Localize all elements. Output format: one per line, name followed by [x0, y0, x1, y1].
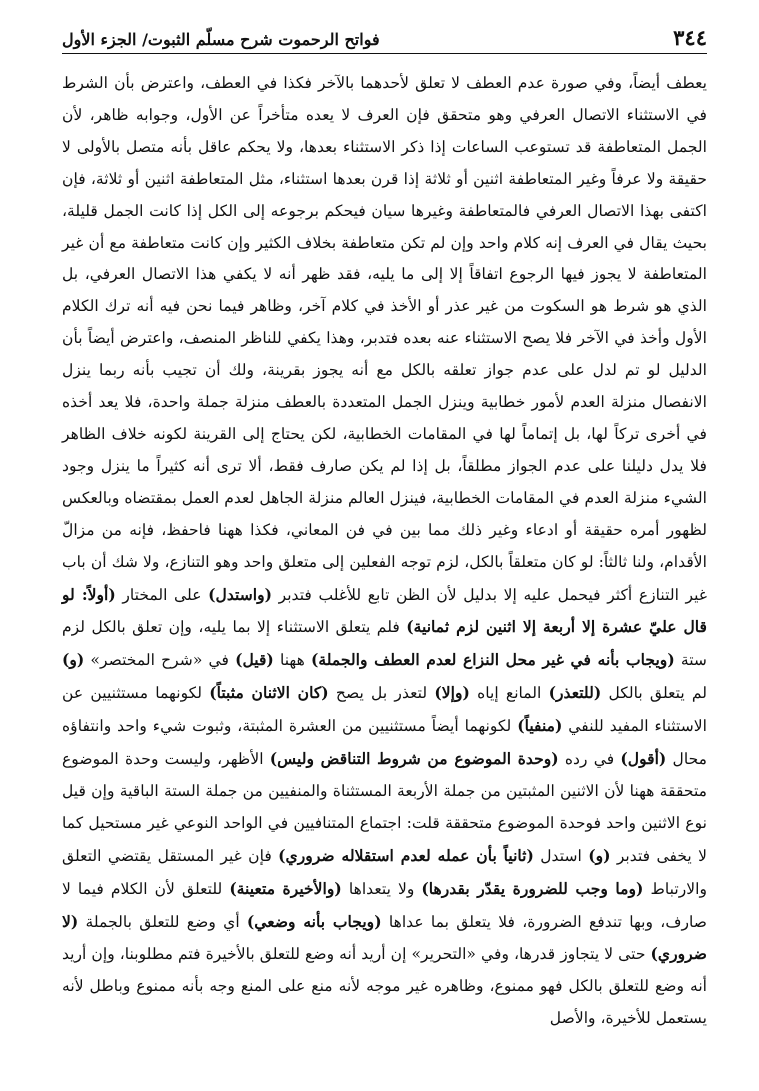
page-number: ٣٤٤: [673, 25, 707, 50]
bold-matn-text: (لا ضروري): [62, 911, 707, 964]
bold-matn-text: (أقول): [620, 749, 667, 769]
commentary-text: يعطف أيضاً، وفي صورة عدم العطف لا تعلق لأحدهما بالآخر فكذا في العطف، واعترض بأن الشرط في الاستثناء الاتصال العرفي وهو متحقق فإن العرف لا يعده متأخراً عن الأول، وجوابه ظاهر، لأن الجمل المتعاطفة قد تستوعب الساعات إذا ذكر الاستثناء بعدها، ولا يحكم عاقل بأنه متصل بالأولى لا حقيقة ولا عرفاً وغير المتعاطفة اثنين أو ثلاثة إذا قرن بعدها استثناء، مثل المتعاطفة اثنين أو ثلاثة، فإن اكتفى بهذا الاتصال العرفي فالمتعاطفة وغيرها سيان فيحكم برجوعه إلى الكل إذا كانت الجمل قليلة، بحيث يقال في العرف إنه كلام واحد وإن لم تكن متعاطفة بخلاف الكثير وإن كانت متعاطفة مع أن غير المتعاطفة لا يجوز فيها الرجوع اتفاقاً إلا إلى ما يليه، فقد ظهر أنه لا يكفي هذا الاتصال العرفي، بل الذي هو شرط هو السكوت من غير عذر أو الأخذ في كلام آخر، وظاهر فيما نحن فيه أنه ترك الكلام الأول وأخذ في الآخر فلا يصح الاستثناء عنه بعده فتدبر، وهذا يكفي للناظر المنصف، واعترض أيضاً بأن الدليل لو تم لدل على عدم جواز تعلقه بالكل مع أنه يجوز بقرينة، ولك أن تجيب بأنه ربما ينزل الانفصال منزلة العدم لأمور خطابية وينزل الجمل المتعددة بالعطف منزلة جملة واحدة، فلا يعد أخذه في أخرى تركاً لها، بل إتماماً لها في المقامات الخطابية، لكن يحتاج إلى القرينة لكونه خلاف الظاهر فلا يدل دليلنا على عدم الجواز مطلقاً، بل إذا لم يكن صارف فقط، ألا ترى أنه كثيراً ما ينزل وجود الشيء منزلة العدم في المقامات الخطابية، فينزل العالم منزلة الجاهل لعدم العمل بمقتضاه وبالعكس لظهور أمره حقيقة أو ادعاء وغير ذلك مما بين في فن المعاني، فكذا ههنا فاحفظ، فإنه من مزالّ الأقدام، ولنا ثالثاً: لو كان متعلقاً بالكل، لزم توجه الفعلين إلى متعلق واحد وهو التنازع، ولا شك أن باب غير التنازع أكثر فيحمل عليه إلا بدليل لأن الظن تابع للأغلب فتدبر: [62, 74, 707, 604]
bold-matn-text: (وإلا): [434, 683, 470, 703]
bold-matn-text: (وما وجب للضرورة يقدّر بقدرها): [421, 878, 644, 898]
commentary-text: أي وضع للتعلق بالجملة: [78, 912, 247, 931]
page-header: [62, 22, 707, 54]
commentary-text: للتعلق لأن الكلام فيما لا صارف، وبها تندفع الضرورة، فلا يتعلق بما عداها: [62, 879, 708, 931]
bold-matn-text: (ويجاب بأنه في غير محل النزاع لعدم العطف والجملة): [310, 650, 675, 670]
bold-matn-text: (ثانياً بأن عمله لعدم استقلاله ضروري): [278, 845, 534, 865]
bold-matn-text: (أولاً: لو قال عليّ عشرة إلا أربعة إلا اثنين لزم ثمانية): [62, 584, 708, 637]
commentary-text: ههنا: [273, 651, 311, 670]
commentary-text: حتى لا يتجاوز قدرها، وفي «التحرير» إن أريد أنه وضع للتعلق بالأخيرة فتم مطلوبنا، وإن أريد أنه وضع للتعلق بالكل فهو ممنوع، وظاهره غير موجه لأنه منع على المنع وجه بأنه ممنوع وباطل لأنه يستعمل للأخيرة، والأصل: [62, 945, 707, 1028]
bold-matn-text: (و): [588, 845, 611, 865]
bold-matn-text: (كان الاثنان مثبتاً): [209, 683, 329, 703]
bold-matn-text: (وحدة الموضوع من شروط التناقض وليس): [269, 749, 559, 769]
commentary-text: في «شرح المختصر»: [84, 651, 236, 670]
commentary-text: استدل: [533, 846, 589, 865]
commentary-text: فلم يتعلق الاستثناء إلا بما يليه، وإن تعلق بالكل لزم ستة: [62, 618, 707, 670]
bold-matn-text: (واستدل): [208, 584, 273, 604]
commentary-text: ولا يتعداها: [341, 879, 422, 898]
commentary-text: الأظهر، وليست وحدة الموضوع متحققة ههنا لأن الاثنين المثبتين من جملة الأربعة المستثناة والمنفيين من جملة الستة الباقية وإن قيل نوع الاثنين واحد فوحدة الموضوع متحققة قلت: اجتماع المتنافيين في الواحد النوعي غير مستحيل كما لا يخفى فتدبر: [62, 750, 707, 865]
commentary-text: على المختار: [115, 585, 209, 604]
main-paragraph: [62, 68, 707, 1035]
commentary-text: لتعذر بل يصح: [328, 684, 435, 703]
commentary-text: المانع إياه: [469, 684, 549, 703]
bold-matn-text: (قيل): [235, 650, 274, 670]
running-title: فواتح الرحموت شرح مسلّم الثبوت/ الجزء الأول: [62, 30, 380, 49]
commentary-text: لكونهما مستثنيين عن الاستثناء المفيد للنفي: [62, 684, 708, 736]
bold-matn-text: (ويجاب بأنه وضعي): [246, 911, 382, 931]
commentary-text: لم يتعلق بالكل: [601, 684, 708, 703]
body-text: [62, 68, 707, 1035]
commentary-text: لكونهما أيضاً مستثنيين من العشرة المثبتة، وثبوت شيء واحد وانتفاؤه محال: [62, 717, 707, 769]
commentary-text: فإن غير المستقل يقتضي التعلق والارتباط: [62, 846, 707, 898]
bold-matn-text: (والأخيرة متعينة): [229, 878, 342, 898]
bold-matn-text: (للتعذر): [548, 683, 602, 703]
commentary-text: في رده: [558, 750, 621, 769]
bold-matn-text: (و): [62, 650, 85, 670]
bold-matn-text: (منفياً): [517, 716, 563, 736]
